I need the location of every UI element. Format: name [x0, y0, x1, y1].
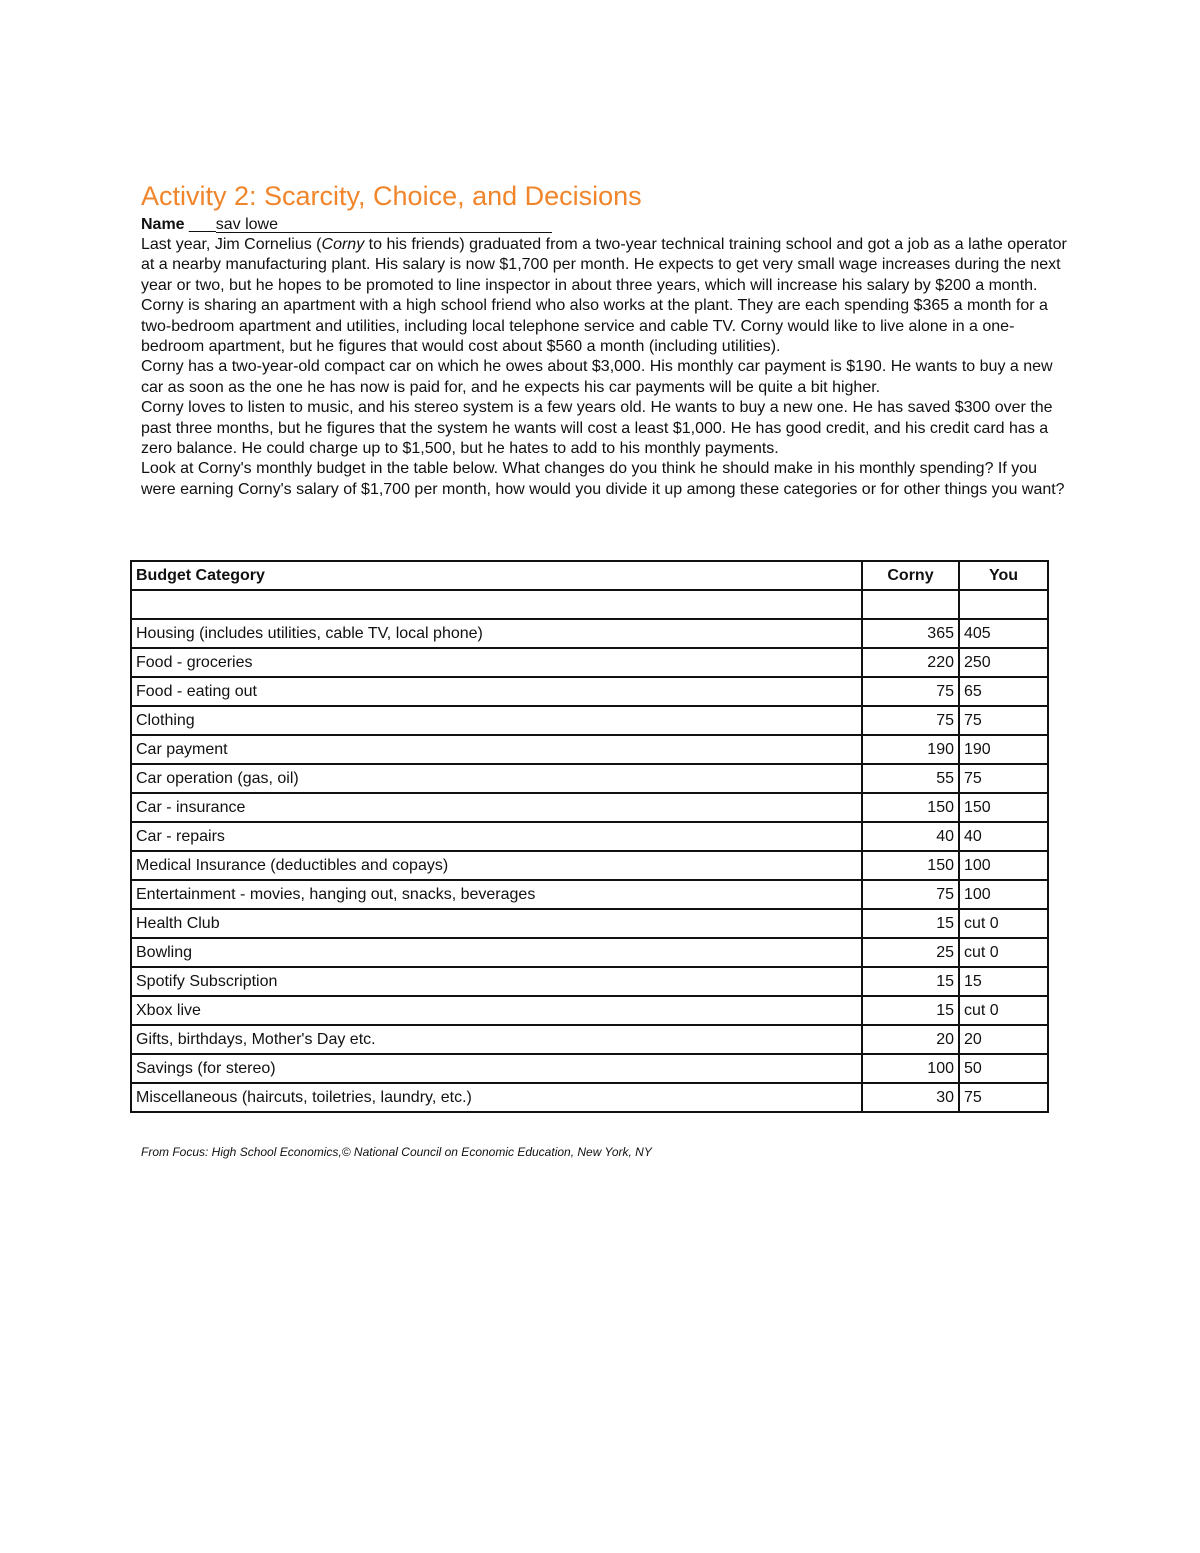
header-budget-category: Budget Category: [131, 561, 862, 590]
table-row: [131, 1054, 1048, 1083]
cell-you[interactable]: 50: [959, 1054, 1048, 1083]
cell-category: Food - groceries: [131, 648, 862, 677]
cell-you[interactable]: 15: [959, 967, 1048, 996]
paragraph-2: Corny is sharing an apartment with a high school friend who also works at the plant. They are each spending $365 a month for a two-bedroom apartment and utilities, including local telephone service and cable TV. Corny would like to live alone in a one-bedroom apartment, but he figures that would cost about $560 a month (including utilities).: [141, 297, 1048, 356]
cell-category: Car - repairs: [131, 822, 862, 851]
table-row: [131, 793, 1048, 822]
cell-category: Car - insurance: [131, 793, 862, 822]
cell-you[interactable]: cut 0: [959, 938, 1048, 967]
table-row: [131, 590, 1048, 619]
name-label: Name: [141, 216, 185, 233]
cell-corny: 150: [862, 851, 959, 880]
cell-category: Food - eating out: [131, 677, 862, 706]
table-row: [131, 1025, 1048, 1054]
cell-corny: 40: [862, 822, 959, 851]
name-line: [141, 215, 552, 235]
cell-category: Xbox live: [131, 996, 862, 1025]
cell-you[interactable]: 75: [959, 764, 1048, 793]
cell-you[interactable]: 40: [959, 822, 1048, 851]
cell-corny: 220: [862, 648, 959, 677]
cell-category: Savings (for stereo): [131, 1054, 862, 1083]
cell-corny: 75: [862, 677, 959, 706]
cell-corny: 30: [862, 1083, 959, 1112]
cell-category: Car operation (gas, oil): [131, 764, 862, 793]
cell-corny: 150: [862, 793, 959, 822]
cell-corny: 15: [862, 967, 959, 996]
cell-corny: 75: [862, 880, 959, 909]
cell-category: Spotify Subscription: [131, 967, 862, 996]
cell-corny: [862, 590, 959, 619]
cell-category: Clothing: [131, 706, 862, 735]
cell-category: Car payment: [131, 735, 862, 764]
paragraph-4: Corny loves to listen to music, and his stereo system is a few years old. He wants to buy a new one. He has saved $300 over the past three months, but he figures that the system he wants will cost a least $1,000. He has good credit, and his credit card has a zero balance. He could charge up to $1,500, but he hates to add to his monthly payments.: [141, 399, 1053, 458]
cell-corny: 75: [862, 706, 959, 735]
cell-category: Entertainment - movies, hanging out, snacks, beverages: [131, 880, 862, 909]
cell-corny: 25: [862, 938, 959, 967]
cell-you[interactable]: 75: [959, 706, 1048, 735]
cell-corny: 365: [862, 619, 959, 648]
header-corny: Corny: [862, 561, 959, 590]
paragraph-1-rest: to his friends) graduated from a two-year technical training school and got a job as a lathe operator at a nearby manufacturing plant. His salary is now $1,700 per month. He expects to get very small wage increases during the next year or two, but he hopes to be promoted to line inspector in about three years, which will increase his salary by $200 a month.: [141, 236, 1067, 294]
table-row: [131, 851, 1048, 880]
source-citation: From Focus: High School Economics,© National Council on Economic Education, New York, NY: [141, 1145, 652, 1159]
cell-category: [131, 590, 862, 619]
cell-category: Health Club: [131, 909, 862, 938]
paragraph-1: [141, 235, 1071, 296]
table-row: [131, 619, 1048, 648]
name-value: sav lowe: [215, 216, 278, 233]
table-row: [131, 764, 1048, 793]
cell-you[interactable]: 100: [959, 851, 1048, 880]
table-row: [131, 996, 1048, 1025]
cell-you[interactable]: cut 0: [959, 909, 1048, 938]
nickname-italic: Corny: [321, 236, 365, 253]
table-row: [131, 822, 1048, 851]
cell-you[interactable]: 150: [959, 793, 1048, 822]
table-row: [131, 1083, 1048, 1112]
table-header-row: [131, 561, 1048, 590]
table-row: [131, 909, 1048, 938]
cell-you[interactable]: 75: [959, 1083, 1048, 1112]
budget-table-body: [131, 590, 1048, 1112]
budget-table: [130, 560, 1049, 1113]
cell-corny: 190: [862, 735, 959, 764]
cell-you[interactable]: 405: [959, 619, 1048, 648]
paragraph-3: Corny has a two-year-old compact car on which he owes about $3,000. His monthly car payment is $190. He wants to buy a new car as soon as the one he has now is paid for, and he expects his car payments will be quite a bit higher.: [141, 358, 1053, 396]
cell-corny: 15: [862, 909, 959, 938]
cell-corny: 55: [862, 764, 959, 793]
name-prefix: ___: [189, 216, 216, 233]
paragraph-1-start: Last year, Jim Cornelius (: [141, 236, 322, 253]
table-row: [131, 967, 1048, 996]
table-row: [131, 706, 1048, 735]
table-row: [131, 735, 1048, 764]
cell-category: Miscellaneous (haircuts, toiletries, laundry, etc.): [131, 1083, 862, 1112]
page-title: Activity 2: Scarcity, Choice, and Decisions: [141, 181, 642, 211]
cell-category: Medical Insurance (deductibles and copays): [131, 851, 862, 880]
cell-you[interactable]: 250: [959, 648, 1048, 677]
cell-corny: 15: [862, 996, 959, 1025]
table-row: [131, 880, 1048, 909]
header-you: You: [959, 561, 1048, 590]
paragraph-5: Look at Corny's monthly budget in the table below. What changes do you think he should make in his monthly spending? If you were earning Corny's salary of $1,700 per month, how would you divide it up among these categories or for other things you want?: [141, 460, 1065, 498]
cell-category: Housing (includes utilities, cable TV, local phone): [131, 619, 862, 648]
table-row: [131, 677, 1048, 706]
cell-you[interactable]: 20: [959, 1025, 1048, 1054]
name-field[interactable]: [216, 215, 552, 233]
cell-category: Gifts, birthdays, Mother's Day etc.: [131, 1025, 862, 1054]
cell-you[interactable]: cut 0: [959, 996, 1048, 1025]
cell-you[interactable]: 100: [959, 880, 1048, 909]
intro-text: [141, 235, 1071, 500]
cell-category: Bowling: [131, 938, 862, 967]
table-row: [131, 938, 1048, 967]
cell-you[interactable]: [959, 590, 1048, 619]
table-row: [131, 648, 1048, 677]
cell-corny: 100: [862, 1054, 959, 1083]
cell-you[interactable]: 65: [959, 677, 1048, 706]
cell-corny: 20: [862, 1025, 959, 1054]
cell-you[interactable]: 190: [959, 735, 1048, 764]
